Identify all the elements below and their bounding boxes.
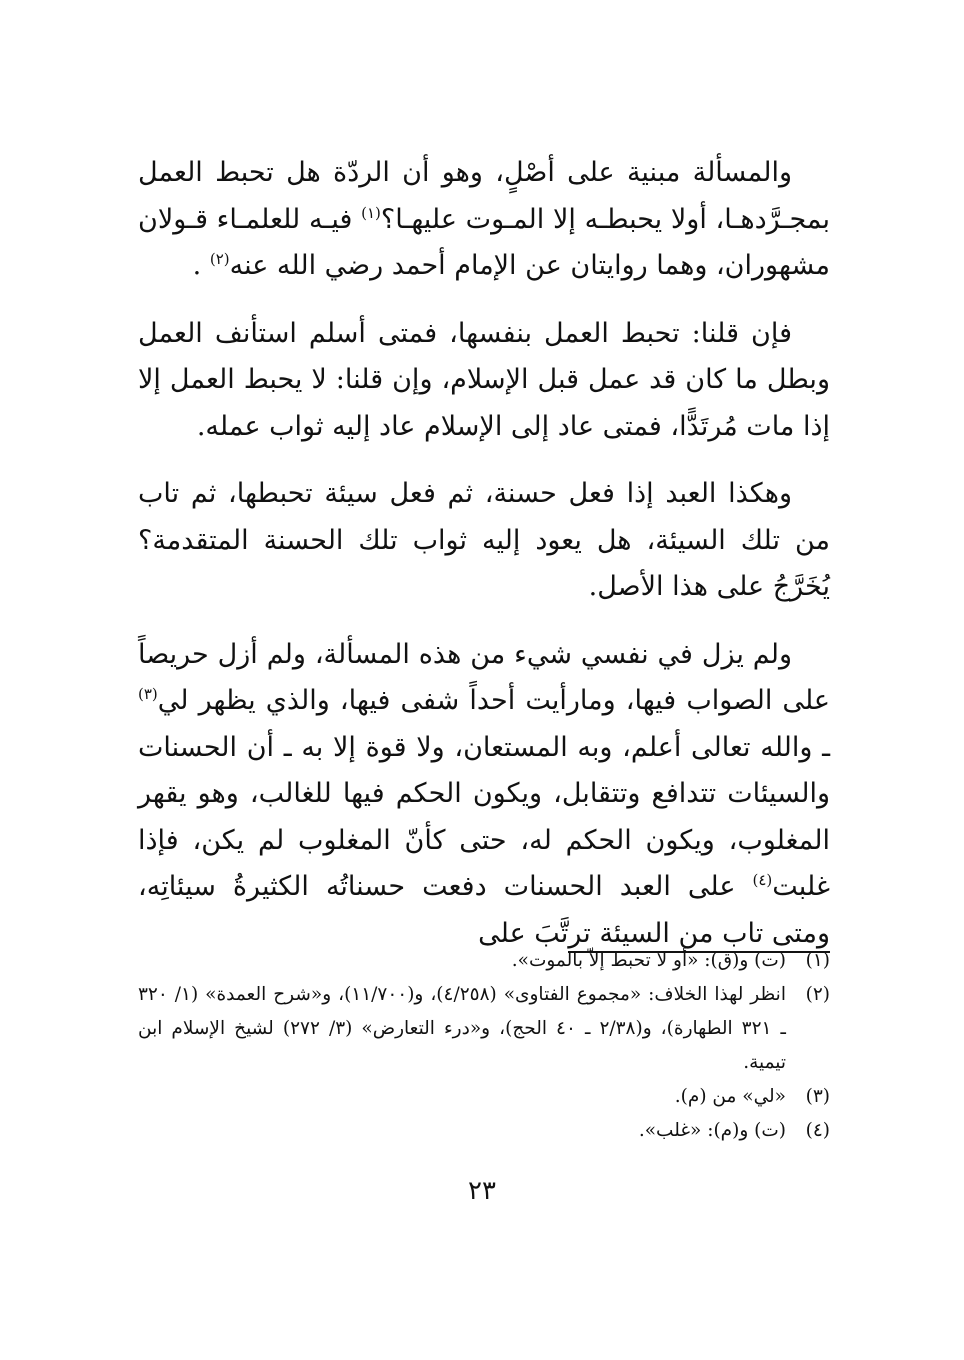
footnotes	[138, 944, 830, 1148]
paragraph-1-text-b: فيـه للعلمـاء قـولان مشهوران، وهما روايتان عن الإمام أحمد رضي الله عنه	[138, 203, 830, 281]
paragraph-4-text-c: على العبد الحسنات دفعت حسناتُه الكثيرةُ سيئاتِه، ومتى تاب من السيئة ترتَّبَ على	[138, 871, 830, 949]
footnote-ref-3[interactable]: (٣)	[138, 685, 158, 703]
paragraph-1-text-a: والمسألة مبنية على أصْلٍ، وهو أن الردّة هل تحبط العمل بمجـرَّدهـا، أولا يحبطـه إلا المـوت عليهـا؟	[138, 157, 830, 235]
paragraph-1	[138, 150, 830, 290]
footnote-2	[138, 978, 830, 1080]
footnote-number: (٢)	[805, 984, 830, 1005]
paragraph-1-text-c: .	[192, 250, 210, 281]
paragraph-2	[138, 311, 830, 451]
footnote-number: (٣)	[805, 1086, 830, 1107]
footnote-3	[138, 1080, 830, 1114]
paragraph-2-text: فإن قلنا: تحبط العمل بنفسها، فمتى أسلم استأنف العمل وبطل ما كان قد عمل قبل الإسلام، وإن قلنا: لا يحبط العمل إلا إذا مات مُرتَدًّا، فمتى عاد إلى الإسلام عاد إليه ثواب عمله.	[138, 317, 830, 442]
footnote-number: (١)	[805, 950, 830, 971]
footnote-4	[138, 1114, 830, 1148]
main-text	[138, 150, 830, 978]
paragraph-3-text: وهكذا العبد إذا فعل حسنة، ثم فعل سيئة تحبطها، ثم تاب من تلك السيئة، هل يعود إليه ثواب تلك الحسنة المتقدمة؟ يُخَرَّجُ على هذا الأصل.	[138, 478, 830, 602]
footnote-ref-2[interactable]: (٢)	[209, 250, 230, 268]
footnote-text: (ت) و(ق): «أو لا تحبط إلاّ بالموت».	[511, 950, 786, 971]
paragraph-3	[138, 471, 830, 611]
footnote-text: «لي» من (م).	[674, 1086, 786, 1107]
footnote-text: انظر لهذا الخلاف: «مجموع الفتاوى» (٤/٢٥٨)، و(١١/٧٠٠)، و«شرح العمدة» (١/ ٣٢٠ ـ ٣٢١ الطهارة)، و(٢/٣٨ ـ ٤٠ الحج)، و«درء التعارض» (٣/ ٢٧٢) لشيخ الإسلام ابن تيمية.	[138, 984, 786, 1073]
paragraph-4	[138, 632, 830, 958]
footnote-number: (٤)	[805, 1120, 830, 1141]
page-number: ٢٣	[468, 1176, 496, 1206]
footnote-ref-1[interactable]: (١)	[361, 203, 381, 222]
paragraph-4-text-a: ولم يزل في نفسي شيء من هذه المسألة، ولم أزل حريصاً على الصواب فيها، ومارأيت أحداً شفى فيها، والذي يظهر لي	[138, 638, 830, 716]
paragraph-4-text-b: ـ والله تعالى أعلم، وبه المستعان، ولا قوة إلا به ـ أن الحسنات والسيئات تتدافع وتتقابل، ويكون الحكم فيها للغالب، وهو يقهر المغلوب، ويكون الحكم له، حتى كأنّ المغلوب لم يكن، فإذا غلبت	[138, 731, 830, 902]
footnote-1	[138, 944, 830, 978]
footnote-text: (ت) و(م): «غلب».	[638, 1120, 786, 1141]
footnote-ref-4[interactable]: (٤)	[752, 871, 773, 889]
